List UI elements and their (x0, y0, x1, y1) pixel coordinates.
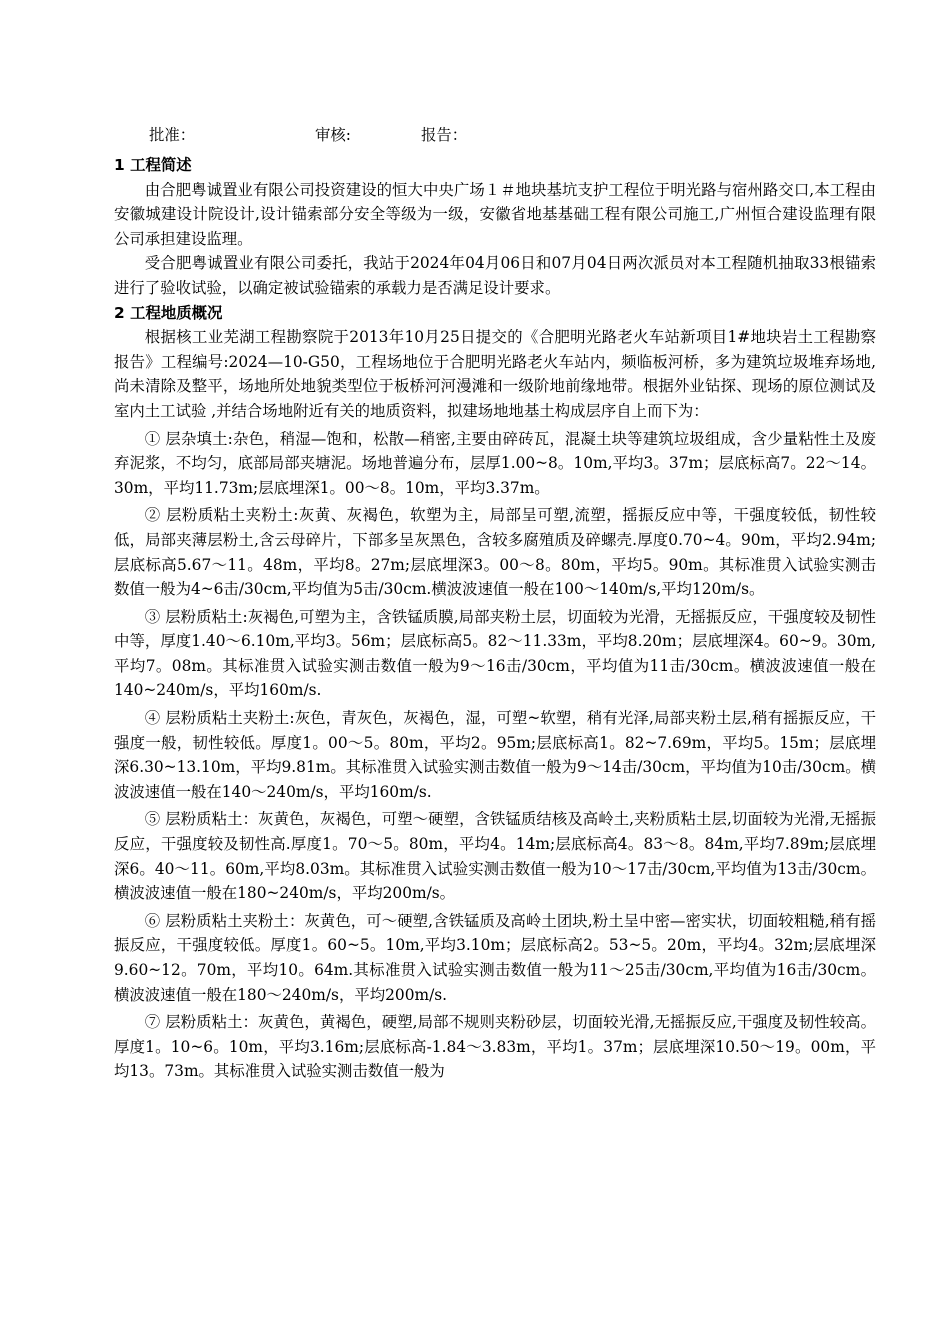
section-title-overview: 1 工程简述 (114, 156, 192, 174)
approval-line (114, 118, 876, 153)
geology-intro-paragraph: 根据核工业芜湖工程勘察院于2013年10月25日提交的《合肥明光路老火车站新项目1#地块岩土工程勘察报告》工程编号:2024—10-G50，工程场地位于合肥明光路老火车站内，频临板河桥，多为建筑垃圾堆弃场地,尚未清除及整平，场地所处地貌类型位于板桥河河漫滩和一级阶地前缘地带。根据外业钻探、现场的原位测试及室内土工试验 ,并结合场地附近有关的地质资料，拟建场地地基土构成层序自上而下为： (114, 328, 876, 420)
report-label: 报告： (421, 126, 468, 144)
section-title-geology: 2 工程地质概况 (114, 303, 223, 322)
layer-4-paragraph: ④ 层粉质粘土夹粉土:灰色，青灰色，灰褐色，湿，可塑~软塑，稍有光泽,局部夹粉土层,稍有摇振反应，干强度一般，韧性较低。厚度1。00～5。80m，平均2。95m;层底标高1。82~7.69m，平均5。15m；层底埋深6.30~13.10m，平均9.81m。其标准贯入试验实测击数值一般为9～14击/30cm，平均值为10击/30cm。横波波速值一般在140～240m/s，平均160m/s. (114, 709, 876, 801)
layer-6-paragraph: ⑥ 层粉质粘土夹粉土：灰黄色，可～硬塑,含铁锰质及高岭土团块,粉土呈中密—密实状，切面较粗糙,稍有摇振反应，干强度较低。厚度1。60~5。10m,平均3.10m；层底标高2。53~5。20m，平均4。32m;层底埋深9.60~12。70m，平均10。64m.其标准贯入试验实测击数值一般为11～25击/30cm,平均值为16击/30cm。横波波速值一般在180～240m/s，平均200m/s. (114, 911, 876, 1004)
document-page (114, 118, 876, 1087)
layer-2-paragraph: ② 层粉质粘土夹粉土:灰黄、灰褐色，软塑为主，局部呈可塑,流塑，摇振反应中等，干强度较低，韧性较低，局部夹薄层粉土,含云母碎片，下部多呈灰黑色，含较多腐殖质及碎螺壳.厚度0.70~4。90m，平均2.94m;层底标高5.67～11。48m，平均8。27m;层底埋深3。00～8。80m，平均5。90m。其标准贯入试验实测击数值一般为4~6击/30cm,平均值为5击/30cm.横波波速值一般在100～140m/s,平均120m/s。 (114, 506, 876, 599)
review-label: 审核: (315, 126, 351, 144)
layer-5-paragraph: ⑤ 层粉质粘土：灰黄色，灰褐色，可塑～硬塑，含铁锰质结核及高岭土,夹粉质粘土层,切面较为光滑,无摇振反应，干强度较及韧性高.厚度1。70～5。80m，平均4。14m;层底标高4。83～8。84m,平均7.89m;层底埋深6。40～11。60m,平均8.03m。其标准贯入试验实测击数值一般为10～17击/30cm,平均值为13击/30cm。横波波速值一般在180~240m/s，平均200m/s。 (114, 810, 876, 903)
layer-7-paragraph: ⑦ 层粉质粘土：灰黄色，黄褐色，硬塑,局部不规则夹粉砂层，切面较光滑,无摇振反应,干强度及韧性较高。厚度1。10~6。10m，平均3.16m;层底标高-1.84～3.83m，平均1。37m；层底埋深10.50～19。00m，平均13。73m。其标准贯入试验实测击数值一般为 (114, 1013, 876, 1081)
layer-1-paragraph: ① 层杂填土:杂色，稍湿—饱和，松散—稍密,主要由碎砖瓦，混凝土块等建筑垃圾组成，含少量粘性土及废弃泥浆，不均匀，底部局部夹塘泥。场地普遍分布，层厚1.00~8。10m,平均3。37m；层底标高7。22～14。30m，平均11.73m;层底埋深1。00～8。10m，平均3.37m。 (114, 429, 876, 497)
layer-3-paragraph: ③ 层粉质粘土:灰褐色,可塑为主，含铁锰质膜,局部夹粉土层，切面较为光滑，无摇振反应，干强度较及韧性中等，厚度1.40～6.10m,平均3。56m；层底标高5。82～11.33m，平均8.20m；层底埋深4。60~9。30m,平均7。08m。其标准贯入试验实测击数值一般为9～16击/30cm，平均值为11击/30cm。横波波速值一般在140~240m/s，平均160m/s. (114, 607, 876, 700)
overview-paragraph-1: 由合肥粤诚置业有限公司投资建设的恒大中央广场１＃地块基坑支护工程位于明光路与宿州路交口,本工程由安徽城建设计院设计,设计锚索部分安全等级为一级，安徽省地基基础工程有限公司施工,广州恒合建设监理有限公司承担建设监理。 (114, 180, 876, 248)
overview-paragraph-2: 受合肥粤诚置业有限公司委托，我站于2024年04月06日和07月04日两次派员对本工程随机抽取33根锚索进行了验收试验，以确定被试验锚索的承载力是否满足设计要求。 (114, 254, 876, 297)
approve-label: 批准： (149, 126, 196, 144)
